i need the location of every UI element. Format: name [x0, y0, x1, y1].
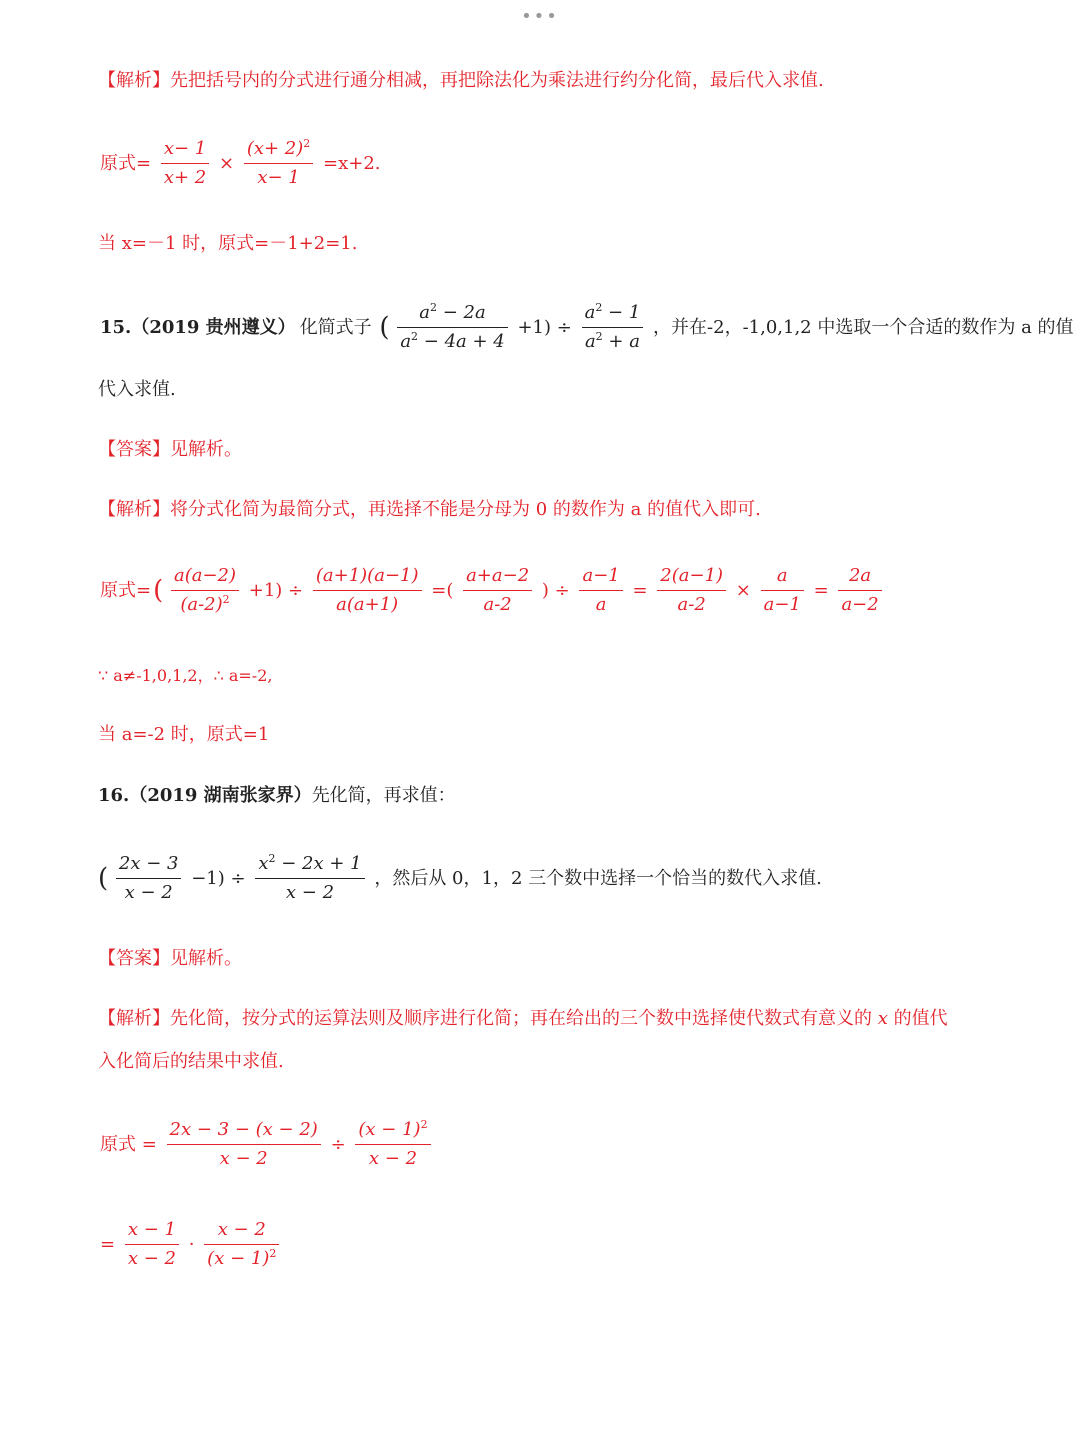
- denominator: x − 2: [219, 1148, 268, 1169]
- numerator: 2(a−1): [657, 562, 726, 591]
- numerator: [397, 299, 507, 328]
- operator: +1) ÷: [248, 579, 304, 601]
- fraction: [463, 562, 532, 619]
- operator: =: [813, 579, 829, 601]
- exponent: 2: [420, 1118, 428, 1131]
- operator: +1) ÷: [517, 316, 572, 338]
- numerator: [255, 850, 364, 879]
- p16-expression: [98, 850, 824, 907]
- formula-label: 原式 =: [100, 1133, 157, 1155]
- numerator: a(a−2): [171, 562, 239, 591]
- open-paren: (: [98, 863, 109, 894]
- multiply-dot: ·: [188, 1233, 195, 1255]
- numerator: (a+1)(a−1): [313, 562, 422, 591]
- numerator: a: [761, 562, 804, 591]
- term: − 4a + 4: [418, 331, 505, 352]
- fraction: [355, 1116, 430, 1173]
- fraction: [397, 299, 507, 356]
- term: (x − 1): [358, 1119, 421, 1140]
- p15-analysis: 【解析】将分式化简为最简分式，再选择不能是分母为 0 的数作为 a 的值代入即可.: [98, 499, 761, 520]
- p16-analysis-cont: 入化简后的结果中求值.: [98, 1051, 284, 1072]
- fraction: [313, 562, 422, 619]
- fraction: [244, 135, 313, 192]
- p15-question: [98, 299, 1076, 356]
- numerator: 2a: [838, 562, 881, 591]
- fraction: [161, 135, 209, 192]
- p14-formula: [98, 135, 383, 192]
- numerator: [582, 299, 644, 328]
- p15-because: ∵ a≠-1,0,1,2，∴ a=-2,: [98, 666, 273, 685]
- numerator: x − 2: [204, 1216, 279, 1245]
- exponent: 2: [430, 301, 438, 314]
- denominator: [397, 328, 507, 356]
- open-paren: (: [153, 575, 164, 606]
- more-options-icon[interactable]: •••: [521, 6, 559, 27]
- p15-eval: 当 a=-2 时，原式=1: [98, 724, 270, 745]
- denominator: [171, 591, 239, 619]
- question-intro: 先化简，再求值：: [311, 785, 456, 806]
- formula-label: 原式=: [100, 579, 152, 601]
- p14-analysis: 【解析】先把括号内的分式进行通分相减，再把除法化为乘法进行约分化简，最后代入求值.: [98, 70, 824, 91]
- p15-solution: [98, 562, 884, 619]
- term: − 2a: [437, 302, 486, 323]
- operator: ) ÷: [541, 579, 570, 601]
- exponent: 2: [411, 330, 419, 343]
- numerator-text: (x+ 2): [246, 138, 304, 159]
- numerator: 2x − 3 − (x − 2): [167, 1116, 321, 1145]
- exponent: 2: [268, 852, 276, 865]
- fraction: [657, 562, 726, 619]
- fraction: [761, 562, 804, 619]
- p16-analysis: [98, 1006, 948, 1032]
- formula-result: =x+2.: [323, 152, 381, 174]
- question-tail: ，并在-2，-1,0,1,2 中选取一个合适的数作为 a 的值: [653, 316, 1074, 338]
- numerator: a+a−2: [463, 562, 532, 591]
- numerator: [355, 1116, 430, 1145]
- fraction: [582, 299, 644, 356]
- p16-solution-1: [98, 1116, 433, 1173]
- operator: =: [632, 579, 648, 601]
- denominator: x+ 2: [163, 167, 207, 188]
- operator: =: [100, 1233, 116, 1255]
- numerator: 2x − 3: [116, 850, 182, 879]
- term: x: [258, 853, 269, 874]
- p16-question: [98, 783, 456, 809]
- denominator: a-2: [677, 594, 706, 615]
- numerator: x − 1: [125, 1216, 179, 1245]
- problem-number: 15.（2019 贵州遵义）: [100, 316, 296, 338]
- fraction: [116, 850, 182, 907]
- term: (x − 1): [207, 1248, 270, 1269]
- term: + a: [602, 331, 640, 352]
- term: − 1: [602, 302, 641, 323]
- operator: =(: [431, 579, 454, 601]
- fraction: [125, 1216, 179, 1273]
- fraction: [579, 562, 622, 619]
- formula-label: 原式=: [100, 152, 152, 174]
- question-intro: 化简式子: [299, 316, 372, 338]
- term: a: [400, 331, 412, 352]
- p16-answer: 【答案】见解析。: [98, 948, 242, 969]
- fraction: [167, 1116, 321, 1173]
- p15-answer: 【答案】见解析。: [98, 439, 242, 460]
- times-sign: ×: [218, 152, 235, 174]
- term: − 2x + 1: [275, 853, 362, 874]
- p15-question-cont: 代入求值.: [98, 379, 176, 400]
- exponent: 2: [303, 137, 311, 150]
- divide-sign: ÷: [330, 1133, 346, 1155]
- fraction: [838, 562, 881, 619]
- exponent: 2: [595, 301, 603, 314]
- denominator: a-2: [483, 594, 512, 615]
- denominator: x− 1: [257, 167, 300, 188]
- operator: −1) ÷: [191, 867, 246, 889]
- analysis-text: 【解析】先化简，按分式的运算法则及顺序进行化简；再在给出的三个数中选择使代数式有意义的: [98, 1008, 872, 1029]
- denominator: [204, 1245, 279, 1273]
- analysis-text: 的值代: [887, 1008, 948, 1029]
- times-sign: ×: [735, 579, 751, 601]
- denominator: x − 2: [285, 882, 335, 903]
- numerator: [244, 135, 313, 164]
- fraction: [204, 1216, 279, 1273]
- denominator: a−1: [763, 594, 801, 615]
- denominator: a: [595, 594, 607, 615]
- numerator: x− 1: [161, 135, 209, 164]
- exponent: 2: [595, 330, 603, 343]
- open-paren: (: [379, 312, 390, 343]
- denominator: x − 2: [124, 882, 173, 903]
- term: a: [419, 302, 431, 323]
- denominator: a−2: [841, 594, 879, 615]
- p16-solution-2: [98, 1216, 281, 1273]
- exponent: 2: [222, 593, 230, 606]
- denominator: x − 2: [368, 1148, 418, 1169]
- term: (a-2): [180, 594, 223, 615]
- exponent: 2: [269, 1247, 277, 1260]
- variable: x: [877, 1008, 888, 1029]
- denominator: x − 2: [127, 1248, 176, 1269]
- fraction: [171, 562, 239, 619]
- numerator: a−1: [579, 562, 622, 591]
- denominator: a(a+1): [336, 594, 399, 615]
- p14-eval: 当 x=－1 时，原式=－1+2=1.: [98, 233, 358, 254]
- denominator: [582, 328, 644, 356]
- term: a: [584, 302, 596, 323]
- term: a: [584, 331, 596, 352]
- fraction: [255, 850, 364, 907]
- question-tail: ，然后从 0，1，2 三个数中选择一个恰当的数代入求值.: [374, 867, 822, 889]
- problem-number: 16.（2019 湖南张家界）: [98, 785, 312, 806]
